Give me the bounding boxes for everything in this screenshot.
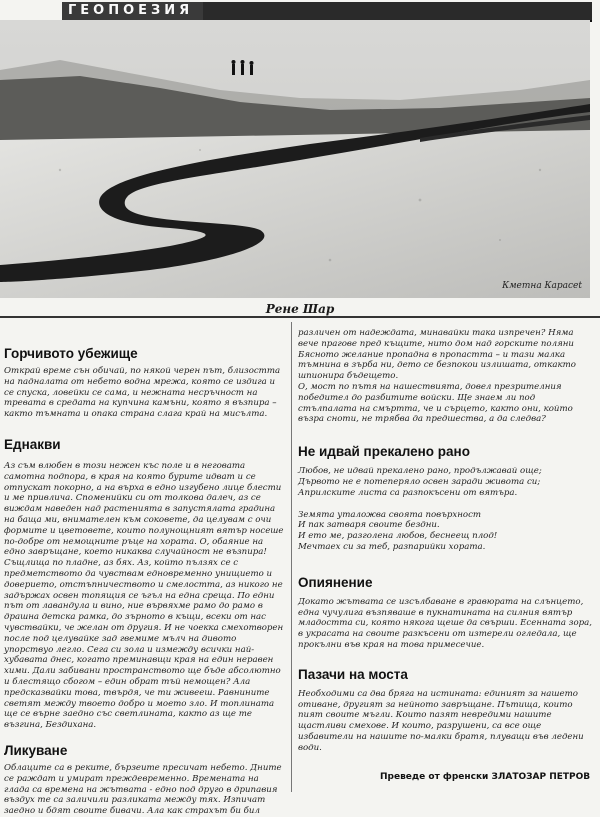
poem-text: Земята уталожва своята повърхност И пак затваря своите бездни. И ето ме, разголена любов, беснеещ плод! Мечтаех си за теб, разпарийки хората.: [298, 509, 498, 552]
column-divider: [291, 322, 292, 792]
poem-text: Докато жътвата се изсълбаване в гравюрата на слънцето, една чучулига възпяваше в пукнатината на силния вятър младостта си, която някога щеше да свърши. Есенната зора, в украсата на своите разкъсени от изтерели огледала, ще прокълни във края на това примесечие.: [298, 596, 592, 650]
poem-title: Горчивото убежище: [4, 346, 138, 361]
poem-title: Ликуване: [4, 742, 68, 758]
landscape-photo: [0, 20, 590, 298]
poet-name: Рене Шар: [265, 302, 335, 316]
poem-text: Аз съм влюбен в този нежен къс поле и в неговата самотна подпора, в края на която бурите идват и се отпускат покорно, а на върха в едно изгубено лице блести и ме привлича. Споменийки си от толкова далеч, аз се виждам наведен над растенията в запустялата градина на баща ми, внимателен към соковете, да целувам с очи формите и цветовете, които полунощният вятър носеше по-добре от немощните ръце на хората. О, обаяние на едно завръщане, което никаква случайност не възпира! Същлища по пладне, аз бях. Аз, който пълзях се с предметството да чувствам едновременно унищието и доверието, отстъпничеството и смелостта, аз никого не задържах освен топящия се ъгъл на една среща. По едни път от лавандула и вино, ние вървяхме рамо до рамо в драшна детска рамка, до зърното в къщи, всеки от нас чувствайки, че желан от другия. И не чоекка смехотворен после под целувайке зад гвемиме мълч на дивото упорствуо легло. Сега си зола и измежду всички най-хубавата днес, когато преминавщи края на един неравен хими. Дали забивани пространството ще бъде абсолютно и блестящо сбогом – един обрат тъй немощен? Ала предсказвайки това, твърдя, че ти живееш. Равнините светят между твоето добро и моето зло. И топлината ще се върне заедно със светлината, както аз ще те възгина, Бездихана.: [4, 460, 284, 731]
poem-text: различен от надеждата, минавайки така изпречен? Няма вече прагове пред къщите, нито дом над горските поляни Бясното желание пропадна в пропастта – и тази малка тъмнина в зърба ни, дето се безпокои излишата, откакто шпионира бъдещето. О, мост по пътя на нашествията, довел презрителния победител до разбитите войски. Ще знаем ли под стълпалата на смъртта, че и сърцето, както они, който възра сноти, не трябва да предшества, а да следва?: [298, 328, 576, 425]
translator-credit: Преведе от френски ЗЛАТОЗАР ПЕТРОВ: [380, 772, 591, 782]
section-label: ГЕОПОЕЗИЯ: [62, 2, 203, 20]
section-header-bar: [62, 2, 592, 22]
poem-title: Не идвай прекалено рано: [298, 444, 470, 460]
right-column: [298, 322, 594, 754]
poem-title: Еднакви: [4, 436, 61, 452]
divider-rule: [0, 316, 600, 318]
poem-text: Облаците са в реките, бързеите пресичат небето. Дните се раждат и умират преждевременно. Времената на глада са времена на жътвата - едно под друго в дрипавия въздух те са заличили разликата между тях. Изпичат заедно и бдят своите бивачи. Ала как страхът би бил: [4, 762, 282, 817]
left-column: [4, 322, 284, 817]
poem-text: Любов, не идвай прекалено рано, продължавай още; Дървото не е потеперяло освен заради живота си; Априлските листа са разпокъсени от вятъра.: [298, 466, 542, 498]
poem-title: Пазачи на моста: [298, 666, 408, 682]
poem-text: Необходими са два бряга на истината: единият за нашето отиване, другият за нейното завръщане. Пътища, които пият своите мъгли. Които пазят невредими нашите щастливи смехове. И които, разрушени, са все още избавители на нашите по-малки братя, плуващи във ледени води.: [298, 688, 584, 753]
photo-credit: Кметна Карасеt: [502, 281, 582, 291]
poem-text: Открай време сън обичай, по някой черен път, близостта на падналата от небето водна мрежа, която се издига и се спуска, ловейки се сама, и нежната несръчност на тревата в средата на купчина камъни, която я възпира – както тъмната и опака страна слага край на мисълта.: [4, 366, 281, 420]
poem-title: Опиянение: [298, 574, 373, 590]
